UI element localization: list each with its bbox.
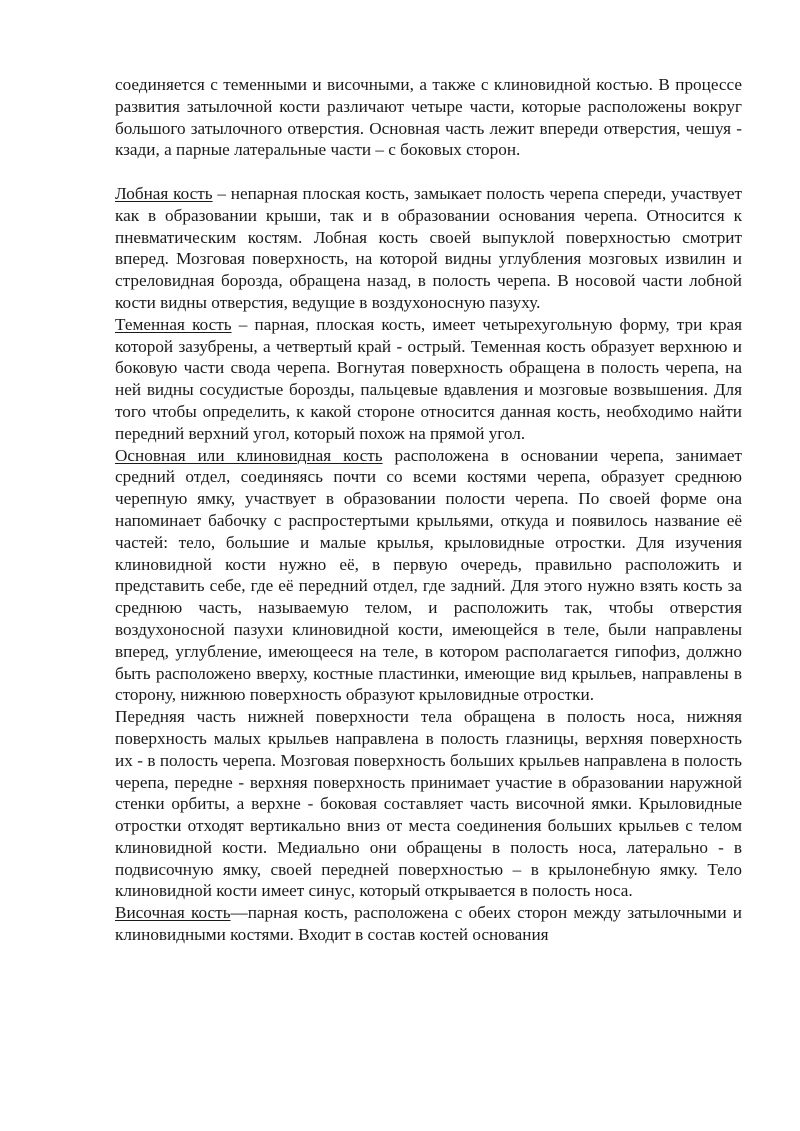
temporal-bone-paragraph bbox=[115, 902, 742, 946]
paragraph-text: Передняя часть нижней поверхности тела обращена в полость носа, нижняя поверхность малых крыльев направлена в полость глазницы, верхняя поверхность их - в полость черепа. Мозговая поверхность больших крыльев направлена в полость черепа, передне - верхняя поверхность принимает участие в образовании наружной стенки орбиты, а верхне - боковая составляет часть височной ямки. Крыловидные отростки отходят вертикально вниз от места соединения больших крыльев с телом клиновидной кости. Медиально они обращены в полость носа, латерально - в подвисочную ямку, своей передней поверхностью – в крылонебную ямку. Тело клиновидной кости имеет синус, который открывается в полость носа. bbox=[115, 707, 742, 901]
document-page bbox=[115, 74, 742, 946]
sphenoid-bone-term: Основная или клиновидная кость bbox=[115, 445, 383, 465]
paragraph-text: соединяется с теменными и височными, а также с клиновидной костью. В процессе развития затылочной кости различают четыре части, которые расположены вокруг большого затылочного отверстия. Основная часть лежит впереди отверстия, чешуя - кзади, а парные латеральные части – с боковых сторон. bbox=[115, 75, 742, 160]
paragraph-spacer bbox=[115, 161, 742, 183]
paragraph-text: – непарная плоская кость, замыкает полость черепа спереди, участвует как в образовании крыши, так и в образовании основания черепа. Относится к пневматическим костям. Лобная кость своей выпуклой поверхностью смотрит вперед. Мозговая поверхность, на которой видны углубления мозговых извилин и стреловидная борозда, обращена назад, в полость черепа. В носовой части лобной кости видны отверстия, ведущие в воздухоносную пазуху. bbox=[115, 183, 743, 312]
sphenoid-surfaces-paragraph bbox=[115, 706, 742, 902]
temporal-bone-term: Височная кость bbox=[115, 903, 231, 923]
paragraph-text: расположена в основании черепа, занимает средний отдел, соединяясь почти со всеми костями черепа, образует среднюю черепную ямку, участвует в образовании полости черепа. По своей форме она напоминает бабочку с распростертыми крыльями, откуда и появилось название её частей: тело, большие и малые крылья, крыловидные отростки. Для изучения клиновидной кости нужно её, в первую очередь, правильно расположить и представить себе, где её передний отдел, где задний. Для этого нужно взять кость за среднюю часть, называемую телом, и расположить так, чтобы отверстия воздухоносной пазухи клиновидной кости, имеющейся в теле, были направлены вперед, углубление, имеющееся на теле, в котором располагается гипофиз, должно быть расположено вверху, костные пластинки, имеющие вид крыльев, направлены в сторону, нижнюю поверхность образуют крыловидные отростки. bbox=[115, 445, 742, 705]
sphenoid-bone-paragraph bbox=[115, 445, 742, 707]
parietal-bone-paragraph bbox=[115, 314, 742, 445]
paragraph-text: – парная, плоская кость, имеет четырехугольную форму, три края которой зазубрены, а четвертый край - острый. Теменная кость образует верхнюю и боковую части свода черепа. Вогнутая поверхность обращена в полость черепа, на ней видны сосудистые борозды, пальцевые вдавления и мозговые возвышения. Для того чтобы определить, к какой стороне относится данная кость, необходимо найти передний верхний угол, который похож на прямой угол. bbox=[115, 314, 742, 443]
occipital-bone-continuation-paragraph bbox=[115, 74, 742, 161]
frontal-bone-paragraph bbox=[115, 183, 742, 314]
frontal-bone-term: Лобная кость bbox=[115, 183, 213, 203]
paragraph-text: —парная кость, расположена с обеих сторон между затылочными и клиновидными костями. Входит в состав костей основания bbox=[115, 903, 742, 945]
parietal-bone-term: Теменная кость bbox=[115, 314, 232, 334]
